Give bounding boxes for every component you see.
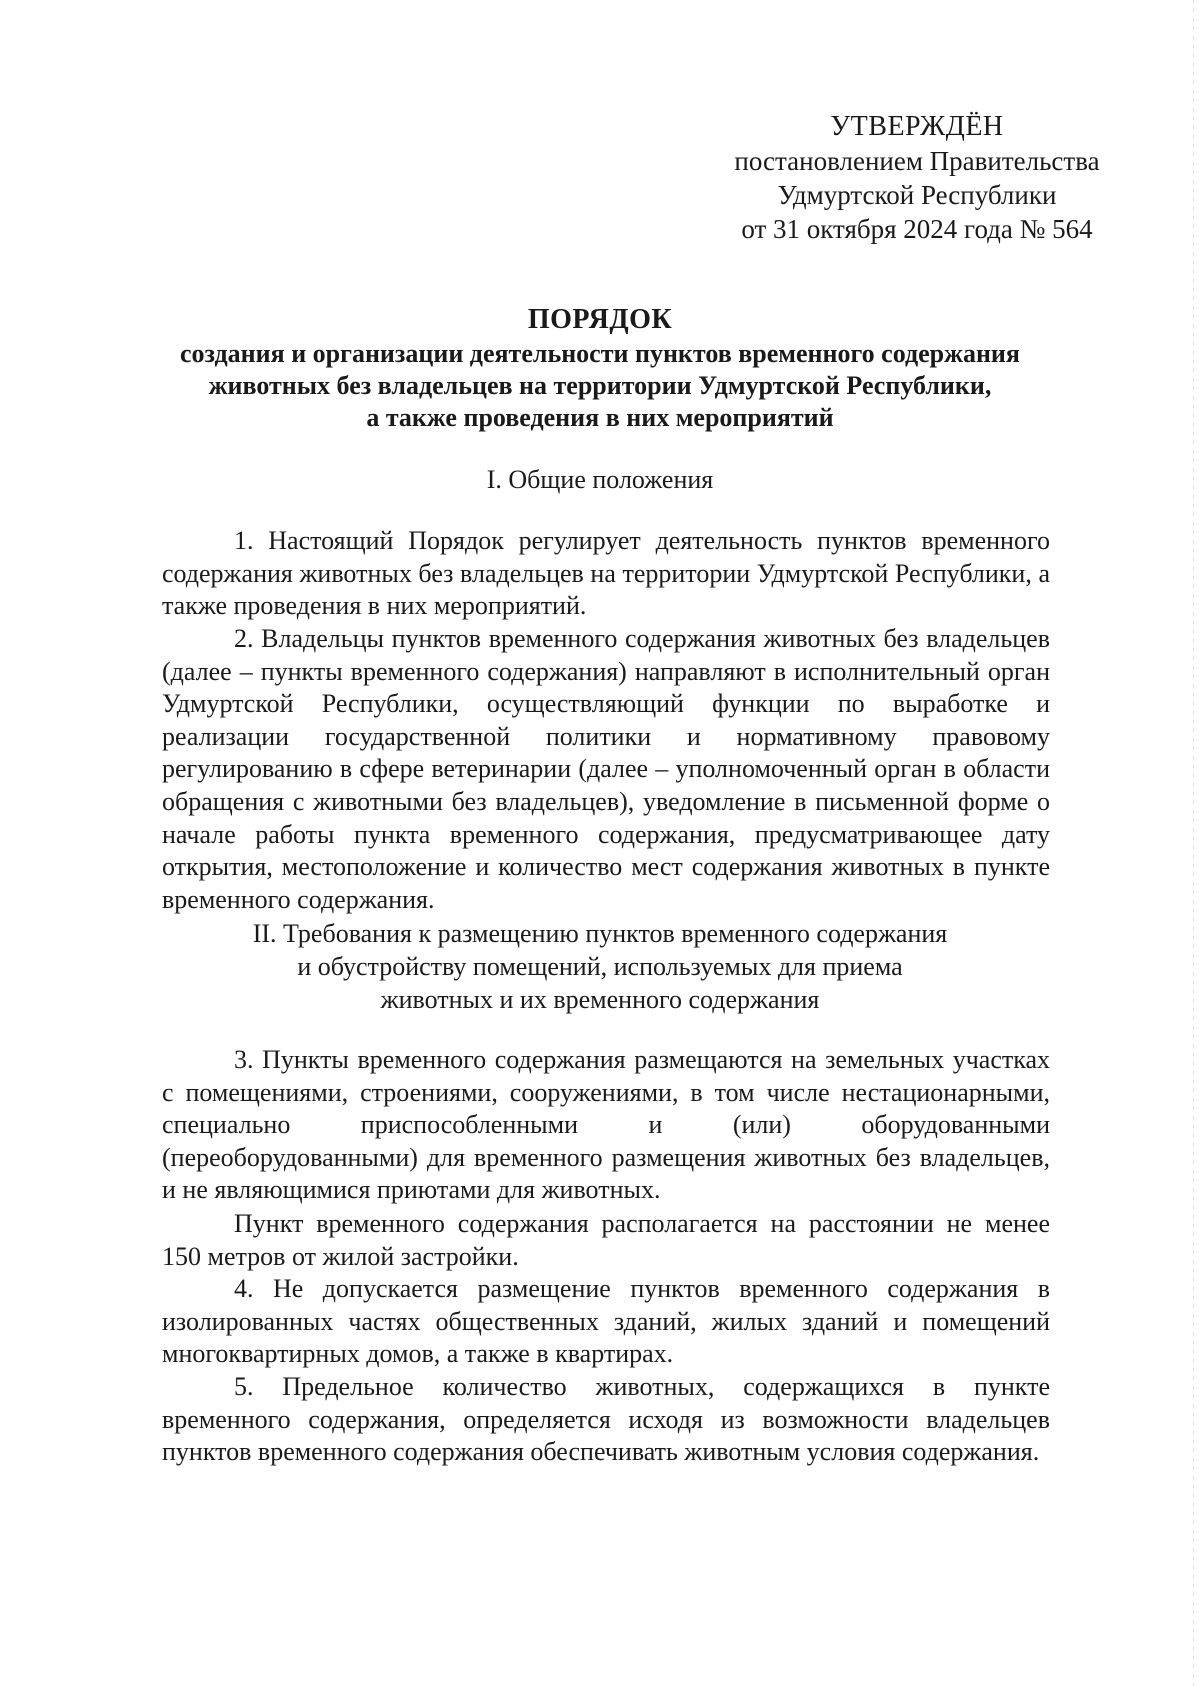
- paragraph-3: 3. Пункты временного содержания размещаются на земельных участках с помещениями, строениями, сооружениями, в том числе нестационарными, специально приспособленными и (или) оборудованными (переоборудованными) для временного размещения животных без владельцев, и не являющимися приютами для животных.: [162, 1045, 1050, 1205]
- scan-edge-artifact: [1193, 0, 1194, 1686]
- paragraph-1: 1. Настоящий Порядок регулирует деятельность пунктов временного содержания животных без владельцев на территории Удмуртской Республики, а также проведения в них мероприятий.: [162, 526, 1050, 621]
- approval-line: от 31 октября 2024 года № 564: [741, 214, 1093, 244]
- document-title: ПОРЯДОК: [527, 304, 673, 335]
- section-heading-line: I. Общие положения: [486, 465, 714, 494]
- approval-line: Удмуртской Республики: [777, 180, 1057, 210]
- paragraph-4: 4. Не допускается размещение пунктов временного содержания в изолированных частях общественных зданий, жилых зданий и помещений многоквартирных домов, а также в квартирах.: [162, 1274, 1050, 1369]
- document-subtitle-line: животных без владельцев на территории Удмуртской Республики,: [208, 371, 992, 400]
- document-title-block: [150, 302, 1050, 434]
- approval-block: [680, 110, 1154, 246]
- approval-line: постановлением Правительства: [734, 146, 1100, 176]
- paragraph-5: 5. Предельное количество животных, содержащихся в пункте временного содержания, определяется исходя из возможности владельцев пунктов временного содержания обеспечивать животным условия содержания.: [162, 1372, 1050, 1467]
- section-heading-1: [150, 463, 1050, 496]
- approval-stamp: УТВЕРЖДЁН: [830, 111, 1004, 142]
- section-heading-2: [150, 917, 1050, 1016]
- section-heading-line: II. Требования к размещению пунктов временного содержания: [252, 919, 948, 948]
- section-heading-line: и обустройству помещений, используемых для приема: [297, 952, 903, 981]
- paragraph-2: 2. Владельцы пунктов временного содержания животных без владельцев (далее – пункты временного содержания) направляют в исполнительный орган Удмуртской Республики, осуществляющий функции по выработке и реализации государственной политики и нормативному правовому регулированию в сфере ветеринарии (далее – уполномоченный орган в области обращения с животными без владельцев), уведомление в письменной форме о начале работы пункта временного содержания, предусматривающее дату открытия, местоположение и количество мест содержания животных в пункте временного содержания.: [162, 624, 1050, 914]
- document-subtitle-line: создания и организации деятельности пунктов временного содержания: [180, 339, 1020, 368]
- document-subtitle-line: а также проведения в них мероприятий: [366, 403, 834, 432]
- section-heading-line: животных и их временного содержания: [380, 985, 820, 1014]
- paragraph-3-continuation: Пункт временного содержания располагается на расстоянии не менее 150 метров от жилой застройки.: [162, 1209, 1050, 1271]
